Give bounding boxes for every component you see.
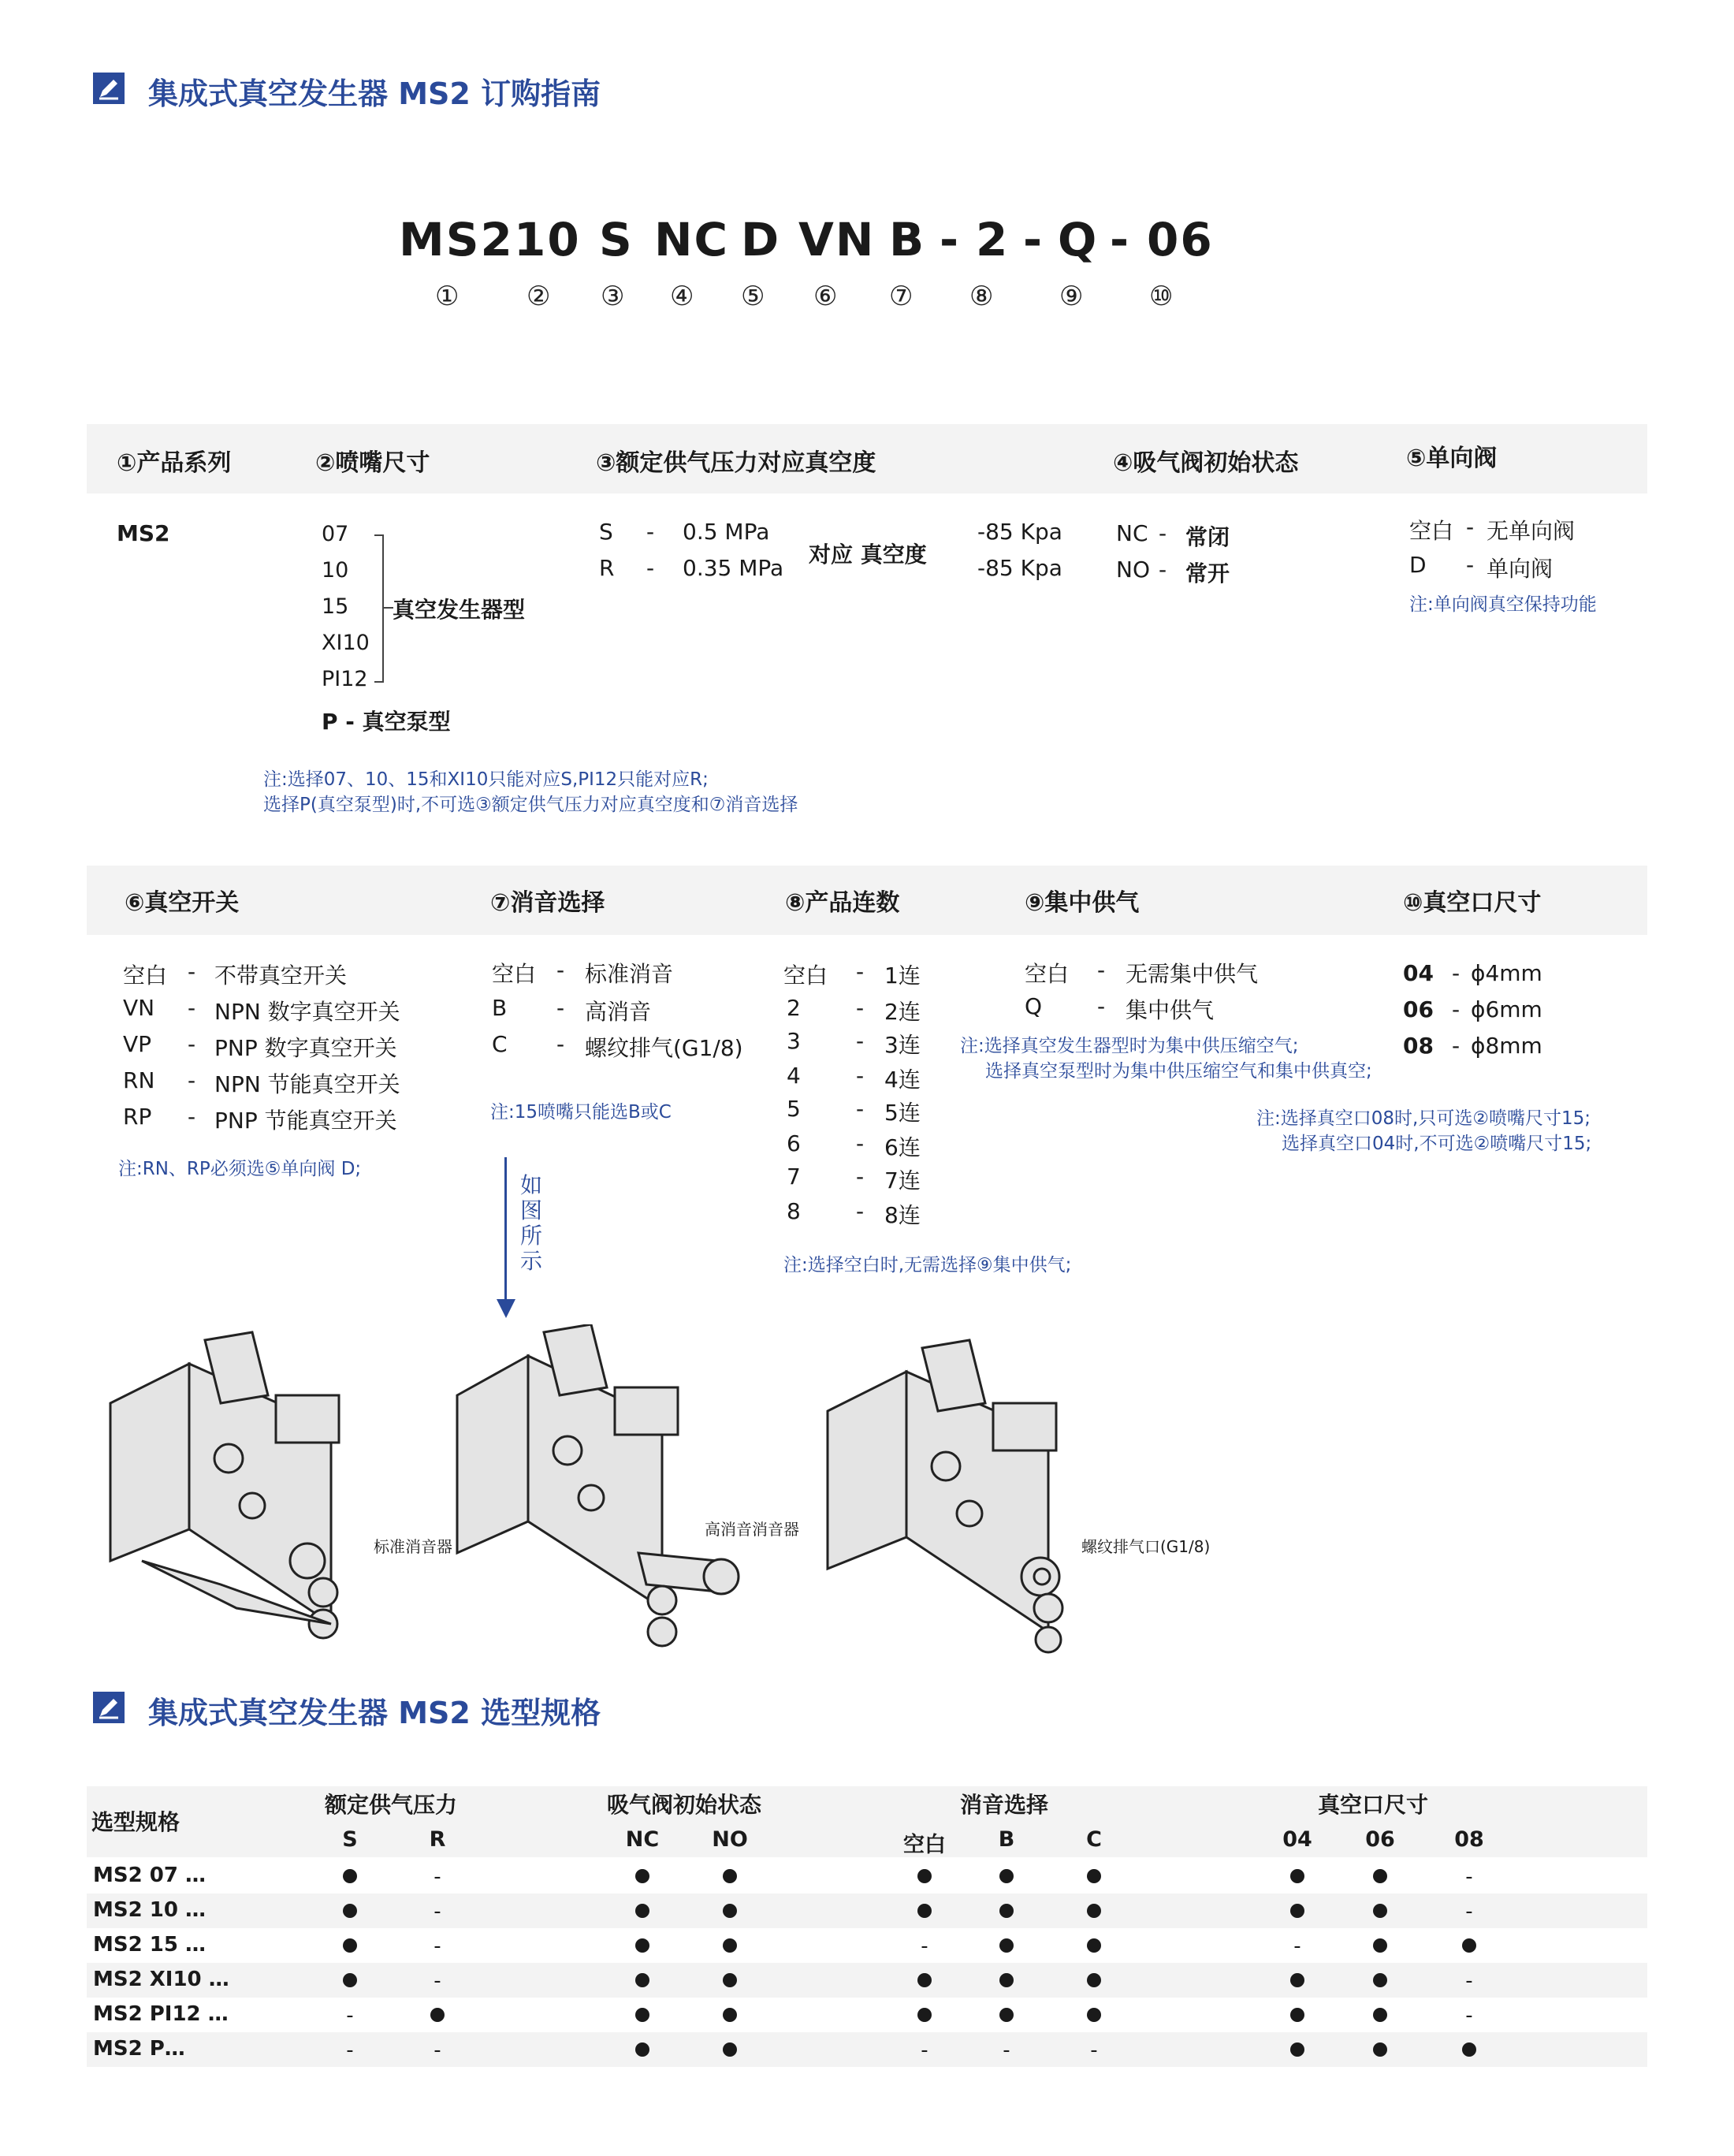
check-code: 空白: [1409, 518, 1454, 544]
valve-code: NO: [1116, 557, 1150, 583]
spec-cell-dot: [975, 1865, 1038, 1889]
spec-cell-dot: [698, 2004, 761, 2028]
pressure-kpa: -85 Kpa: [977, 519, 1062, 545]
filled-dot-icon: [1290, 2008, 1304, 2022]
silencer-note: 注:15喷嘴只能选B或C: [490, 1102, 672, 1123]
filled-dot-icon: [723, 1869, 737, 1883]
spec-row-name: MS2 P…: [93, 2037, 185, 2061]
arrow-text: 如: [520, 1172, 543, 1198]
image-label-high: 高消音消音器: [705, 1520, 799, 1539]
spec-row-name: MS2 PI12 …: [93, 2002, 229, 2026]
product-image-high: [449, 1324, 757, 1655]
spec-cell-dot: [893, 1900, 956, 1923]
header-series: ①产品系列: [117, 449, 232, 477]
spec-row-name: MS2 07 …: [93, 1864, 206, 1887]
filled-dot-icon: [1087, 1938, 1101, 1953]
circled-number: ②: [527, 281, 551, 312]
spec-cell-dot: [975, 2004, 1038, 2028]
code-part: 10: [514, 213, 581, 266]
supply-label: 集中供气: [1126, 997, 1215, 1023]
spec-cell-dot: [611, 2004, 674, 2028]
code-part: D: [741, 213, 781, 266]
arrow-text: 图: [520, 1197, 543, 1223]
filled-dot-icon: [1373, 2042, 1387, 2057]
spec-cell-dash: -: [1090, 2039, 1098, 2062]
spec-cell-dot: [611, 1865, 674, 1889]
code-part: 06: [1147, 213, 1214, 266]
code-part: NC: [654, 213, 730, 266]
count-dash: -: [856, 959, 865, 985]
arrow-text: 所: [520, 1223, 543, 1249]
count-code: 空白: [783, 963, 828, 989]
header-valve: ④吸气阀初始状态: [1113, 449, 1299, 477]
switch-dash: -: [188, 1104, 196, 1130]
spec-row-name: MS2 10 …: [93, 1898, 206, 1922]
filled-dot-icon: [343, 1904, 357, 1918]
check-label: 单向阀: [1487, 556, 1554, 582]
supply-dash: -: [1097, 993, 1106, 1019]
code-part: 2: [976, 213, 1010, 266]
silencer-label: 高消音: [585, 999, 652, 1025]
switch-dash: -: [188, 1067, 196, 1093]
spec-cell-dot: [318, 1865, 381, 1889]
switch-label: NPN 节能真空开关: [214, 1071, 400, 1097]
spec-group: 额定供气压力: [325, 1792, 458, 1818]
filled-dot-icon: [723, 1973, 737, 1987]
image-label-standard: 标准消音器: [374, 1537, 452, 1556]
filled-dot-icon: [723, 2042, 737, 2057]
arrow-line: [504, 1157, 507, 1299]
port-code: 08: [1403, 1033, 1434, 1059]
count-label: 7连: [884, 1167, 921, 1193]
spec-cell-dot: [1438, 1934, 1501, 1958]
filled-dot-icon: [999, 1973, 1014, 1987]
switch-dash: -: [188, 959, 196, 985]
arrow-text: 示: [520, 1248, 543, 1274]
code-part: -: [1110, 213, 1131, 266]
filled-dot-icon: [1087, 1904, 1101, 1918]
spec-cell-dot: [1349, 2039, 1412, 2062]
port-note-line1: 注:选择真空口08时,只可选②喷嘴尺寸15;: [1256, 1108, 1591, 1129]
header-check: ⑤单向阀: [1406, 445, 1498, 472]
count-label: 1连: [884, 963, 921, 989]
filled-dot-icon: [1373, 2008, 1387, 2022]
image-label-threaded: 螺纹排气口(G1/8): [1081, 1537, 1211, 1556]
spec-cell-dot: [1438, 2039, 1501, 2062]
circled-number: ⑧: [969, 281, 994, 312]
circled-number: ①: [435, 281, 460, 312]
header-count: ⑧产品连数: [785, 889, 900, 917]
port-dash: -: [1452, 960, 1461, 986]
count-note: 注:选择空白时,无需选择⑨集中供气;: [783, 1255, 1072, 1275]
filled-dot-icon: [343, 1973, 357, 1987]
spec-cell-dot: [1266, 1900, 1329, 1923]
filled-dot-icon: [1462, 2042, 1476, 2057]
spec-cell-dash: -: [434, 1900, 441, 1923]
edit-icon: [93, 73, 125, 104]
count-code: 3: [787, 1028, 801, 1054]
nozzle-group-label: 真空发生器型: [393, 597, 526, 623]
supply-note-line1: 注:选择真空发生器型时为集中供压缩空气;: [960, 1036, 1299, 1056]
filled-dot-icon: [1290, 1973, 1304, 1987]
filled-dot-icon: [1087, 1973, 1101, 1987]
product-image-threaded: [820, 1324, 1088, 1655]
spec-cell-dot: [975, 1900, 1038, 1923]
spec-cell-dot: [1349, 1865, 1412, 1889]
spec-cell-dot: [698, 1934, 761, 1958]
spec-group: 消音选择: [960, 1792, 1049, 1818]
circled-number: ③: [601, 281, 625, 312]
spec-cell-dot: [611, 1900, 674, 1923]
code-part: -: [940, 213, 961, 266]
silencer-dash: -: [556, 995, 565, 1021]
port-code: 06: [1403, 996, 1434, 1022]
filled-dot-icon: [999, 2008, 1014, 2022]
switch-dash: -: [188, 995, 196, 1021]
circled-number: ⑥: [813, 281, 838, 312]
nozzle-item: XI10: [322, 631, 370, 655]
spec-cell-dot: [1062, 1934, 1126, 1958]
spec-cell-dot: [1349, 1934, 1412, 1958]
check-code: D: [1409, 552, 1427, 578]
port-dash: -: [1452, 996, 1461, 1022]
spec-cell-dot: [611, 1969, 674, 1993]
filled-dot-icon: [917, 1869, 932, 1883]
pressure-mpa: 0.5 MPa: [683, 519, 770, 545]
pressure-mpa: 0.35 MPa: [683, 555, 784, 581]
spec-cell-dot: [698, 2039, 761, 2062]
switch-code: VN: [123, 995, 155, 1021]
silencer-dash: -: [556, 957, 565, 983]
spec-col-label: 选型规格: [91, 1809, 180, 1835]
count-dash: -: [856, 1198, 865, 1224]
switch-code: 空白: [123, 963, 168, 989]
spec-cell-dash: -: [1465, 1865, 1473, 1889]
spec-cell-dot: [318, 1900, 381, 1923]
valve-label: 常开: [1185, 560, 1230, 586]
filled-dot-icon: [635, 1869, 649, 1883]
spec-cell-dash: -: [921, 2039, 928, 2062]
switch-code: VP: [123, 1031, 152, 1057]
supply-code: Q: [1025, 993, 1043, 1019]
spec-cell-dash: -: [434, 1865, 441, 1889]
spec-subcol-header: C: [1086, 1827, 1102, 1852]
nozzle-pump-label: P - 真空泵型: [322, 709, 451, 735]
spec-cell-dot: [893, 2004, 956, 2028]
spec-cell-dot: [1062, 2004, 1126, 2028]
port-code: 04: [1403, 960, 1434, 986]
spec-cell-dot: [698, 1900, 761, 1923]
spec-cell-dot: [406, 2004, 469, 2028]
code-part: B: [889, 213, 926, 266]
count-label: 3连: [884, 1032, 921, 1058]
count-dash: -: [856, 995, 865, 1021]
filled-dot-icon: [1462, 1938, 1476, 1953]
filled-dot-icon: [1373, 1973, 1387, 1987]
spec-cell-dot: [318, 1969, 381, 1993]
header-nozzle: ②喷嘴尺寸: [315, 449, 430, 477]
count-label: 2连: [884, 999, 921, 1025]
spec-cell-dash: -: [1465, 2004, 1473, 2028]
spec-cell-dot: [1266, 1969, 1329, 1993]
nozzle-item: 15: [322, 594, 349, 619]
spec-cell-dot: [698, 1969, 761, 1993]
spec-row-name: MS2 XI10 …: [93, 1968, 229, 1991]
code-part: Q: [1058, 213, 1099, 266]
header-port: ⑩真空口尺寸: [1403, 889, 1542, 917]
silencer-dash: -: [556, 1031, 565, 1057]
pressure-code: S: [599, 519, 613, 545]
code-part: MS2: [399, 213, 514, 266]
spec-cell-dash: -: [1003, 2039, 1010, 2062]
filled-dot-icon: [723, 1904, 737, 1918]
product-image-standard: [95, 1324, 441, 1655]
count-code: 4: [787, 1063, 801, 1089]
port-note-line2: 选择真空口04时,不可选②喷嘴尺寸15;: [1282, 1134, 1592, 1154]
filled-dot-icon: [635, 1973, 649, 1987]
check-note: 注:单向阀真空保持功能: [1409, 594, 1597, 615]
count-dash: -: [856, 1028, 865, 1054]
valve-code: NC: [1116, 520, 1148, 546]
supply-dash: -: [1097, 957, 1106, 983]
filled-dot-icon: [917, 1904, 932, 1918]
spec-cell-dot: [1062, 1865, 1126, 1889]
filled-dot-icon: [635, 1904, 649, 1918]
pressure-dash: -: [646, 519, 655, 545]
count-code: 6: [787, 1130, 801, 1156]
valve-dash: -: [1159, 520, 1167, 546]
spec-subcol-header: R: [429, 1827, 446, 1852]
switch-dash: -: [188, 1031, 196, 1057]
check-label: 无单向阀: [1487, 518, 1576, 544]
spec-cell-dot: [975, 1934, 1038, 1958]
spec-group: 真空口尺寸: [1318, 1792, 1429, 1818]
spec-cell-dot: [1266, 2039, 1329, 2062]
filled-dot-icon: [1087, 1869, 1101, 1883]
port-label: ϕ6mm: [1471, 996, 1542, 1022]
spec-cell-dot: [611, 1934, 674, 1958]
spec-subcol-header: S: [342, 1827, 358, 1852]
pressure-kpa: -85 Kpa: [977, 555, 1062, 581]
count-dash: -: [856, 1130, 865, 1156]
spec-subcol-header: 06: [1365, 1827, 1395, 1852]
header-pressure: ③额定供气压力对应真空度: [596, 449, 876, 477]
filled-dot-icon: [917, 1973, 932, 1987]
series-value: MS2: [117, 520, 170, 546]
spec-cell-dash: -: [921, 1934, 928, 1958]
spec-subcol-header: NC: [625, 1827, 660, 1852]
silencer-code: 空白: [492, 961, 537, 987]
code-part: S: [599, 213, 634, 266]
count-label: 6连: [884, 1134, 921, 1160]
filled-dot-icon: [635, 2008, 649, 2022]
filled-dot-icon: [723, 1938, 737, 1953]
spec-cell-dot: [1349, 1900, 1412, 1923]
check-dash: -: [1466, 552, 1475, 578]
spec-row-name: MS2 15 …: [93, 1933, 206, 1957]
filled-dot-icon: [1290, 2042, 1304, 2057]
nozzle-bracket: [374, 534, 384, 683]
port-dash: -: [1452, 1033, 1461, 1059]
spec-subcol-header: 04: [1282, 1827, 1312, 1852]
nozzle-item: 10: [322, 558, 349, 583]
spec-cell-dot: [1349, 2004, 1412, 2028]
filled-dot-icon: [343, 1869, 357, 1883]
filled-dot-icon: [999, 1904, 1014, 1918]
section1-note-line2: 选择P(真空泵型)时,不可选③额定供气压力对应真空度和⑦消音选择: [263, 795, 798, 815]
count-code: 8: [787, 1198, 801, 1224]
spec-cell-dot: [975, 1969, 1038, 1993]
count-label: 5连: [884, 1100, 921, 1126]
header-switch: ⑥真空开关: [125, 889, 240, 917]
pressure-mid-label: 对应 真空度: [809, 542, 927, 568]
filled-dot-icon: [999, 1938, 1014, 1953]
circled-number: ⑨: [1059, 281, 1084, 312]
spec-cell-dot: [893, 1865, 956, 1889]
spec-cell-dash: -: [434, 1969, 441, 1993]
filled-dot-icon: [723, 2008, 737, 2022]
switch-code: RP: [123, 1104, 152, 1130]
spec-cell-dot: [1266, 2004, 1329, 2028]
silencer-code: C: [492, 1031, 508, 1057]
section1-note-line1: 注:选择07、10、15和XI10只能对应S,PI12只能对应R;: [263, 769, 709, 790]
pressure-code: R: [599, 555, 615, 581]
count-code: 7: [787, 1164, 801, 1190]
filled-dot-icon: [1373, 1869, 1387, 1883]
spec-subcol-header: 空白: [903, 1833, 946, 1857]
nozzle-item: PI12: [322, 667, 368, 691]
spec-subcol-header: B: [998, 1827, 1015, 1852]
check-dash: -: [1466, 514, 1475, 540]
filled-dot-icon: [430, 2008, 445, 2022]
spec-cell-dot: [1062, 1969, 1126, 1993]
code-part: VN: [798, 213, 876, 266]
spec-cell-dash: -: [434, 2039, 441, 2062]
circled-number: ⑦: [889, 281, 914, 312]
count-dash: -: [856, 1164, 865, 1190]
circled-number: ⑤: [741, 281, 765, 312]
valve-label: 常闭: [1185, 524, 1230, 550]
supply-label: 无需集中供气: [1126, 961, 1259, 987]
spec-cell-dot: [611, 2039, 674, 2062]
switch-label: 不带真空开关: [214, 963, 348, 989]
switch-code: RN: [123, 1067, 155, 1093]
spec-group: 吸气阀初始状态: [607, 1792, 762, 1818]
filled-dot-icon: [917, 2008, 932, 2022]
filled-dot-icon: [1290, 1869, 1304, 1883]
count-dash: -: [856, 1063, 865, 1089]
silencer-code: B: [492, 995, 508, 1021]
spec-cell-dot: [1062, 1900, 1126, 1923]
filled-dot-icon: [1290, 1904, 1304, 1918]
spec-cell-dash: -: [346, 2004, 354, 2028]
valve-dash: -: [1159, 557, 1167, 583]
switch-label: PNP 数字真空开关: [214, 1035, 397, 1061]
count-label: 8连: [884, 1202, 921, 1228]
pressure-dash: -: [646, 555, 655, 581]
port-label: ϕ4mm: [1471, 960, 1542, 986]
circled-number: ④: [670, 281, 694, 312]
arrow-down-icon: [497, 1299, 515, 1318]
silencer-label: 螺纹排气(G1/8): [585, 1035, 743, 1061]
filled-dot-icon: [635, 1938, 649, 1953]
nozzle-item: 07: [322, 522, 349, 546]
switch-label: NPN 数字真空开关: [214, 999, 400, 1025]
count-label: 4连: [884, 1067, 921, 1093]
filled-dot-icon: [635, 2042, 649, 2057]
silencer-label: 标准消音: [585, 961, 674, 987]
count-dash: -: [856, 1096, 865, 1122]
filled-dot-icon: [1087, 2008, 1101, 2022]
filled-dot-icon: [343, 1938, 357, 1953]
order-guide-title: 集成式真空发生器 MS2 订购指南: [148, 76, 601, 111]
spec-subcol-header: NO: [712, 1827, 748, 1852]
switch-note: 注:RN、RP必须选⑤单向阀 D;: [118, 1159, 362, 1179]
spec-cell-dash: -: [1293, 1934, 1301, 1958]
count-code: 2: [787, 995, 801, 1021]
spec-cell-dash: -: [346, 2039, 354, 2062]
header-silencer: ⑦消音选择: [490, 889, 605, 917]
filled-dot-icon: [1373, 1904, 1387, 1918]
supply-note-line2: 选择真空泵型时为集中供压缩空气和集中供真空;: [985, 1061, 1372, 1082]
spec-cell-dot: [893, 1969, 956, 1993]
edit-icon: [93, 1692, 125, 1723]
spec-subcol-header: 08: [1454, 1827, 1484, 1852]
filled-dot-icon: [999, 1869, 1014, 1883]
spec-cell-dot: [1266, 1865, 1329, 1889]
spec-cell-dot: [1349, 1969, 1412, 1993]
count-code: 5: [787, 1096, 801, 1122]
spec-cell-dash: -: [434, 1934, 441, 1958]
spec-cell-dash: -: [1465, 1969, 1473, 1993]
spec-cell-dot: [318, 1934, 381, 1958]
circled-number: ⑩: [1149, 281, 1174, 312]
header-supply: ⑨集中供气: [1025, 889, 1140, 917]
filled-dot-icon: [1373, 1938, 1387, 1953]
port-label: ϕ8mm: [1471, 1033, 1542, 1059]
spec-cell-dash: -: [1465, 1900, 1473, 1923]
code-part: -: [1023, 213, 1044, 266]
spec-cell-dot: [698, 1865, 761, 1889]
spec-title: 集成式真空发生器 MS2 选型规格: [148, 1696, 601, 1730]
switch-label: PNP 节能真空开关: [214, 1108, 397, 1134]
supply-code: 空白: [1025, 961, 1070, 987]
